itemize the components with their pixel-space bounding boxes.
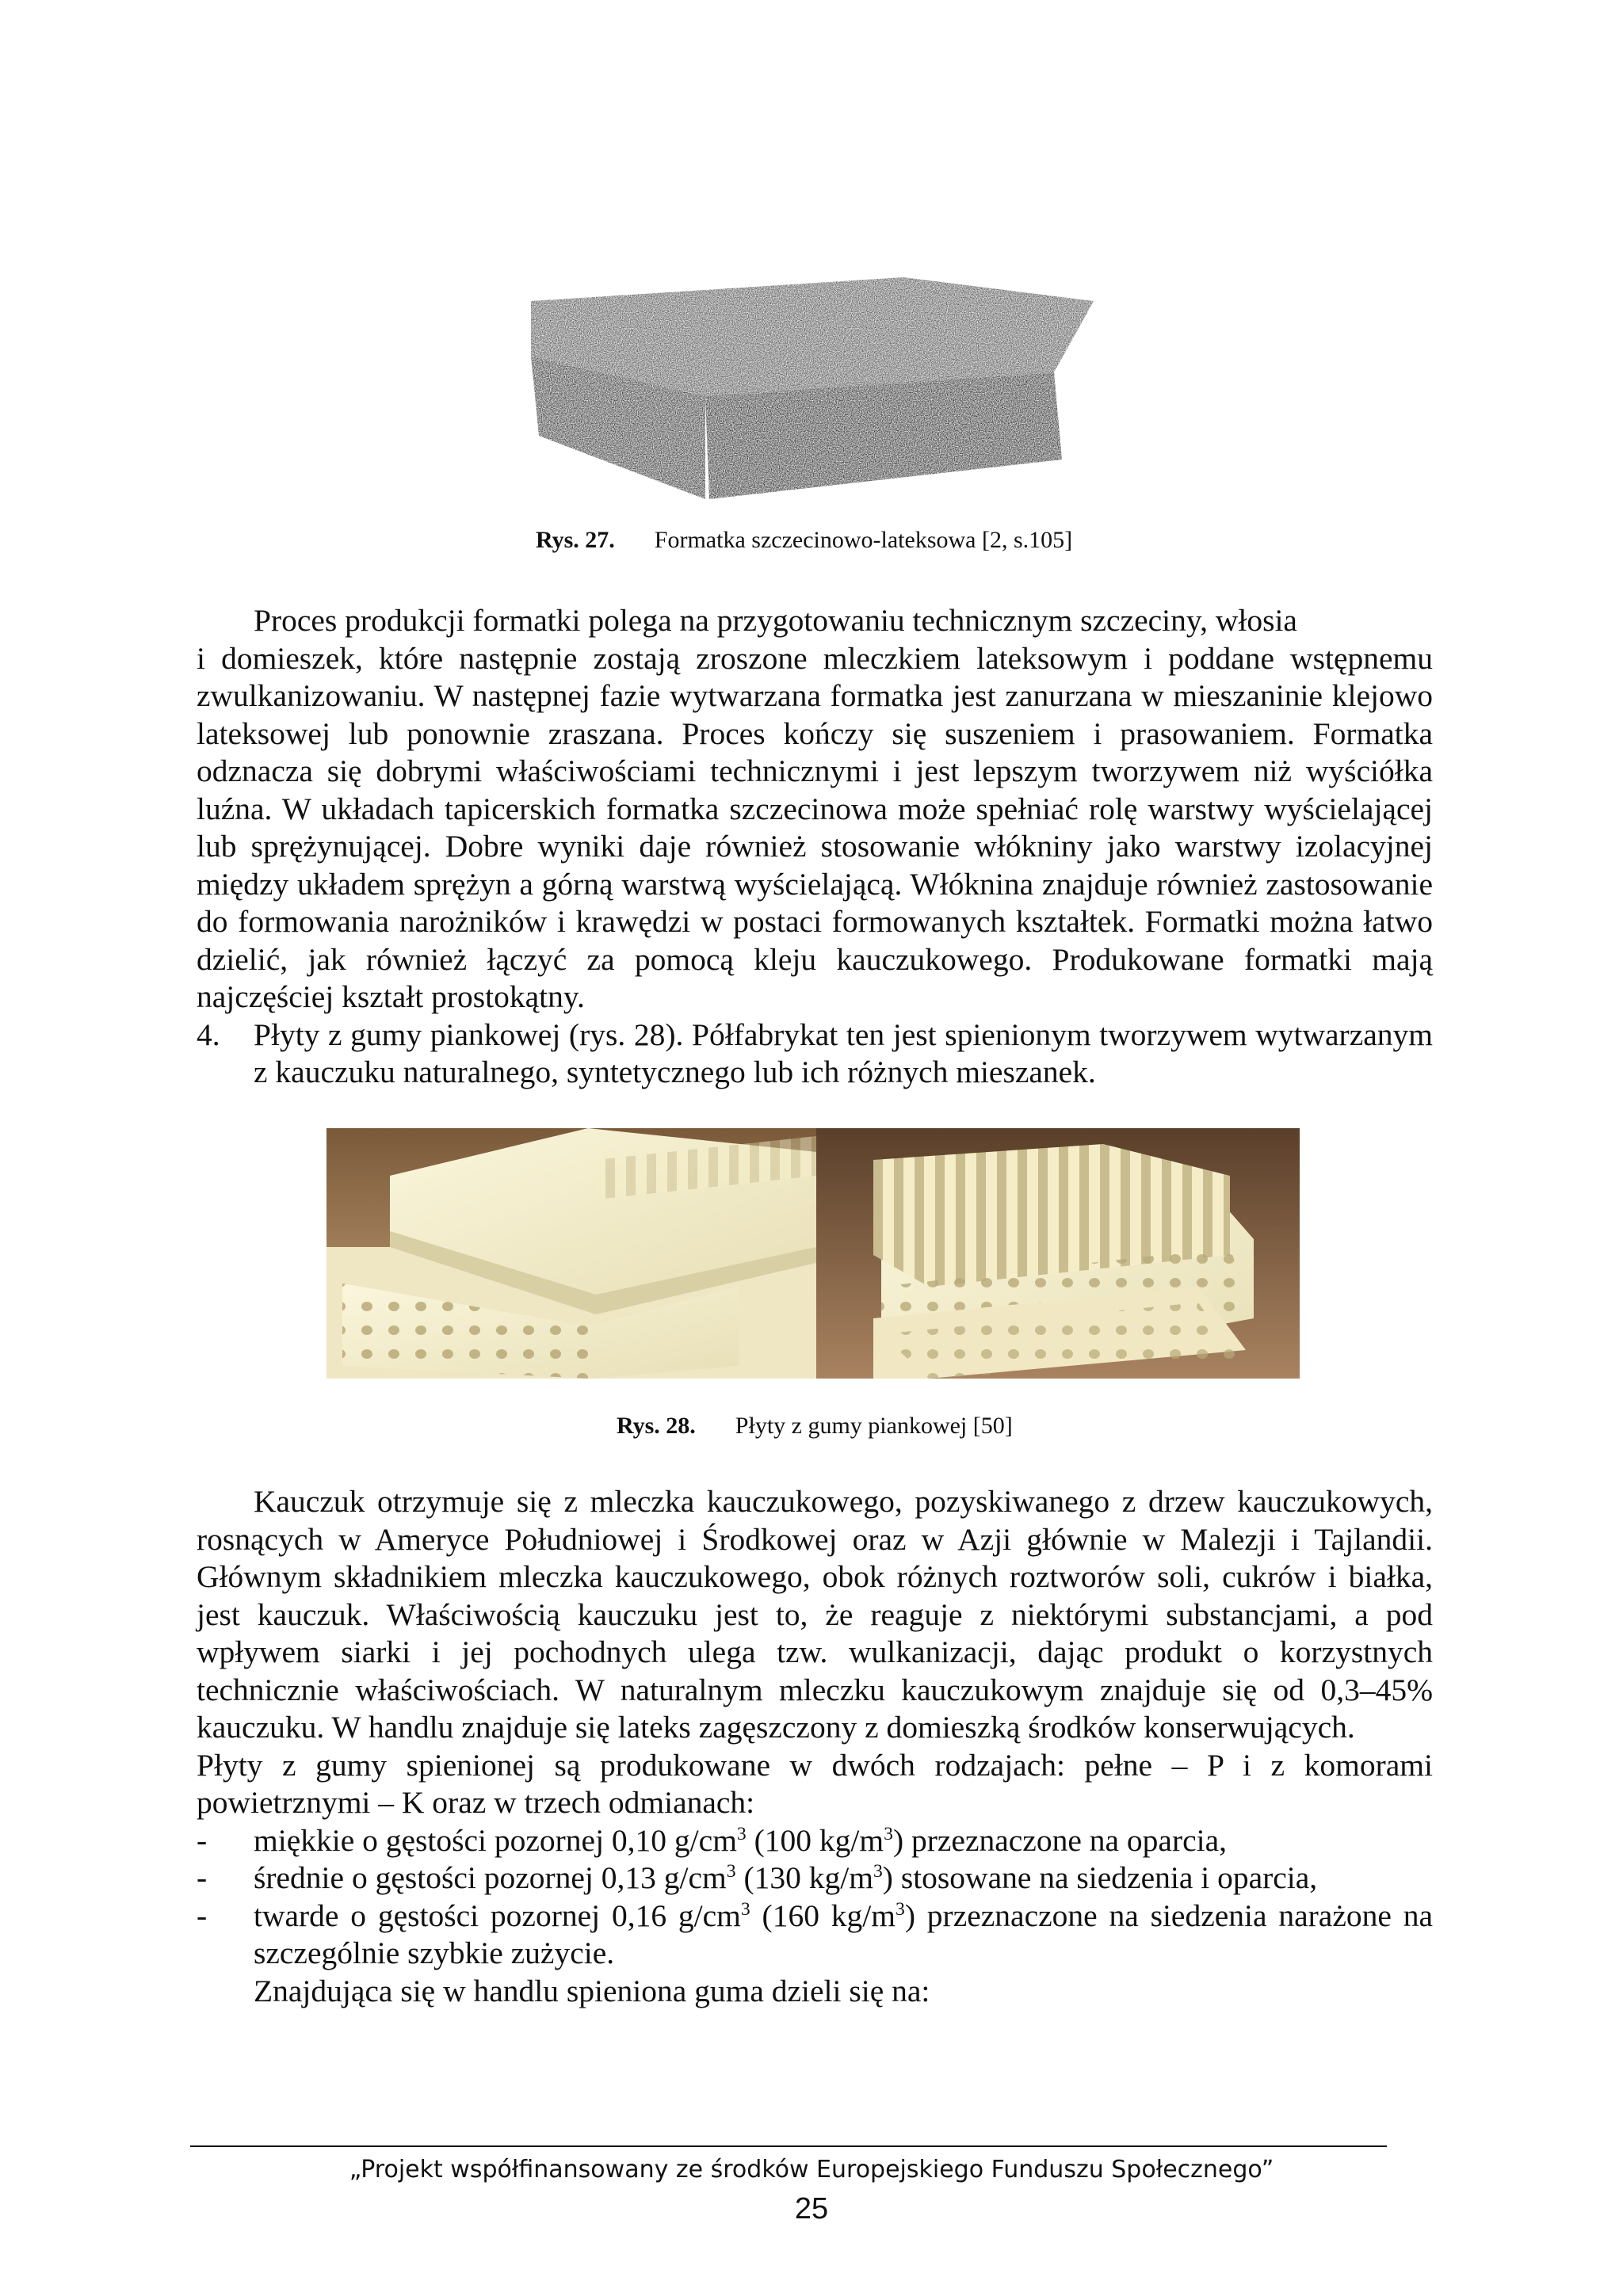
paragraph-line: Proces produkcji formatki polega na przygotowaniu technicznym szczeciny, włosia [254, 603, 1297, 638]
paragraph: Płyty z gumy spienionej są produkowane w dwóch rodzajach: pełne – P i z komorami powietrznymi – K oraz w trzech odmianach: [197, 1747, 1433, 1820]
list-item-4 [197, 1016, 1433, 1092]
list-item-text: miękkie o gęstości pozornej 0,10 $g/cm^3$ (100 $kg/m^3$) przeznaczone na oparcia, [254, 1822, 1228, 1858]
list-dash: - [197, 1822, 208, 1858]
list-number: 4. [197, 1016, 220, 1052]
list-item-text: średnie o gęstości pozornej 0,13 $g/cm^3$ (130 $kg/m^3$) stosowane na siedzenia i oparcia, [254, 1860, 1318, 1895]
paragraph: i domieszek, które następnie zostają zroszone mleczkiem lateksowym i poddane wstępnemu zwulkanizowaniu. W następnej fazie wytwarzana formatka jest zanurzana w mieszaninie klejowo lateksowej lub ponownie zraszana. Proces kończy się suszeniem i prasowaniem. Formatka odznacza się dobrymi właściwościami technicznymi i jest lepszym tworzywem niż wyściółka luźna. W układach tapicerskich formatka szczecinowa może spełniać rolę warstwy wyścielającej lub sprężynującej. Dobre wyniki daje również stosowanie włókniny jako warstwy izolacyjnej między układem sprężyn a górną warstwą wyścielającą. Włóknina znajduje również zastosowanie do formowania narożników i krawędzi w postaci formowanych kształtek. Formatki można łatwo dzielić, jak również łączyć za pomocą kleju kauczukowego. Produkowane formatki mają najczęściej kształt prostokątny. [197, 640, 1433, 1014]
page-number: 25 [794, 2192, 829, 2225]
figure-caption-text: Formatka szczecinowo-lateksowa [2, s.105] [654, 527, 1073, 553]
list-dash: - [197, 1860, 208, 1895]
footer-funding-note: „Projekt współfinansowany ze środków Europejskiego Funduszu Społecznego” [349, 2156, 1274, 2183]
list-item-text: twarde o gęstości pozornej 0,16 $g/cm^3$ (160 $kg/m^3$) przeznaczone na siedzenia narażone na szczególnie szybkie zużycie. [254, 1897, 1433, 1970]
figure-label: Rys. 28. [617, 1413, 696, 1439]
list-item [197, 1859, 1433, 1897]
paragraph: Znajdująca się w handlu spieniona guma dzieli się na: [254, 1973, 930, 2008]
list-item [197, 1822, 1433, 1860]
list-item [197, 1897, 1433, 1973]
figure-foam-rubber-plates [327, 1128, 1300, 1379]
footer-divider [190, 2145, 1387, 2147]
upper-text-block [197, 602, 1433, 1092]
lower-text-block [197, 1483, 1433, 2010]
figure-label: Rys. 27. [536, 527, 615, 553]
figure-caption-28 [617, 1412, 1013, 1440]
density-list [197, 1822, 1433, 1973]
figure-bristle-latex-pad [507, 269, 1109, 507]
figure-caption-text: Płyty z gumy piankowej [50] [735, 1413, 1013, 1439]
list-dash: - [197, 1897, 208, 1933]
list-item-text: Płyty z gumy piankowej (rys. 28). Półfabrykat ten jest spienionym tworzywem wytwarzanym z kauczuku naturalnego, syntetycznego lub ich różnych mieszanek. [254, 1016, 1433, 1089]
paragraph: Kauczuk otrzymuje się z mleczka kauczukowego, pozyskiwanego z drzew kauczukowych, rosnących w Ameryce Południowej i Środkowej oraz w Azji głównie w Malezji i Tajlandii. Głównym składnikiem mleczka kauczukowego, obok różnych roztworów soli, cukrów i białka, jest kauczuk. Właściwością kauczuku jest to, że reaguje z niektórymi substancjami, a pod wpływem siarki i jej pochodnych ulega tzw. wulkanizacji, dając produkt o korzystnych technicznie właściwościach. W naturalnym mleczku kauczukowym znajduje się od 0,3–45% kauczuku. W handlu znajduje się lateks zagęszczony z domieszką środków konserwujących. [197, 1484, 1433, 1745]
figure-caption-27 [536, 526, 1072, 555]
